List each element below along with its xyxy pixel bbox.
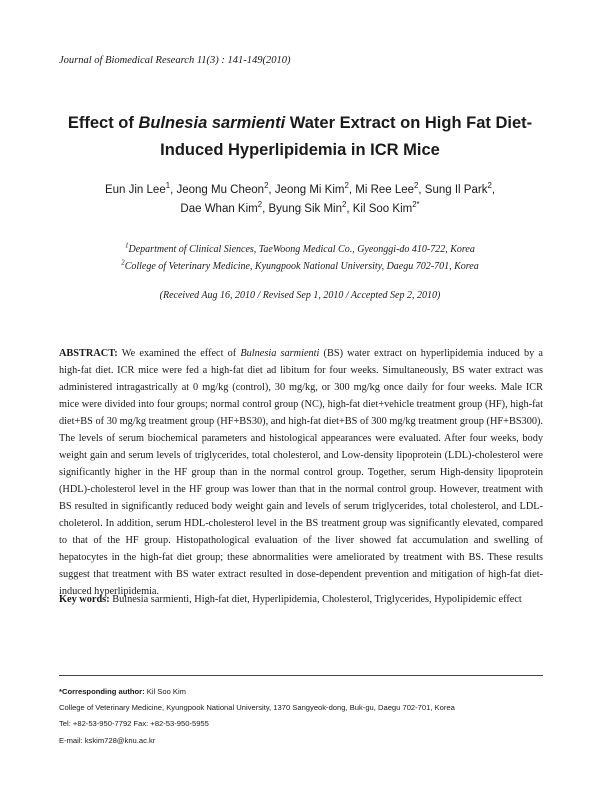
abstract-body: (BS) water extract on hyperlipidemia induced by a high-fat diet. ICR mice were fed a high-fat diet ad libitum for four weeks. Simultaneously, BS water extract was administered intragastrically at 0 mg/kg (control), 30 mg/kg, or 300 mg/kg once daily for four weeks. Male ICR mice were divided into four groups; normal control group (NC), high-fat diet+vehicle treatment group (HF), high-fat diet+BS of 30 mg/kg treatment group (HF+BS30), and high-fat diet+BS of 300 mg/kg treatment group (HF+BS300). The levels of serum biochemical parameters and histological appearances were evaluated. After four weeks, body weight gain and serum levels of triglycerides, total cholesterol, and Low-density lipoprotein (LDL)-cholesterol were significantly higher in the HF group than in the normal control group. Together, serum High-density lipoprotein (HDL)-cholesterol level in the HF group was lower than that in the normal control group. However, treatment with BS resulted in significantly reduced body weight gain and levels of serum triglycerides, total cholesterol, and LDL-choleterol. In addition, serum HDL-cholesterol level in the BS treatment group was significantly elevated, compared to that of the HF group. Histopathological evaluation of the liver showed fat accumulation and swelling of hepatocytes in the high-fat diet group; these abnormalities were ameliorated by treatment with BS. These results suggest that treatment with BS water extract resulted in dose-dependent prevention and mitigation of high-fat diet-induced hyperlipidemia.: [59, 348, 543, 597]
received-dates: (Received Aug 16, 2010 / Revised Sep 1, 2010 / Accepted Sep 2, 2010): [159, 290, 441, 301]
affiliations: [40, 241, 560, 275]
title-line-1: [40, 110, 560, 137]
author: Jeong Mi Kim$^2$: [274, 181, 349, 196]
keywords-label: Key words:: [59, 594, 110, 605]
corresponding-author: *Corresponding author: Kil Soo Kim: [59, 687, 186, 696]
author: Byung Sik Min$^2$: [268, 200, 347, 215]
author: Eun Jin Lee$^1$: [104, 181, 171, 196]
abstract-species: Bulnesia sarmienti: [240, 348, 320, 359]
author-email: E-mail: kskim728@knu.ac.kr: [59, 735, 156, 745]
author: Dae Whan Kim$^2$: [180, 200, 263, 215]
title-prefix: Effect of: [67, 114, 139, 132]
keywords: [59, 594, 543, 605]
author-line-1: Eun Jin Lee$^1$, Jeong Mu Cheon$^2$, Jeong Mi Kim$^2$, Mi Ree Lee$^2$, Sung Il Park$^2$,: [104, 181, 496, 196]
footnote: [59, 684, 455, 749]
title-rest: Water Extract on High Fat Diet-: [285, 114, 533, 132]
abstract: ABSTRACT: We examined the effect of Bulnesia sarmienti (BS) water extract on hyperlipidemia induced by a high-fat diet. ICR mice were fed a high-fat diet ad libitum for four weeks. Simultaneously, BS water extract was administered intragastrically at 0 mg/kg (control), 30 mg/kg, or 300 mg/kg once daily for four weeks. Male ICR mice were divided into four groups; normal control group (NC), high-fat diet+vehicle treatment group (HF), high-fat diet+BS of 30 mg/kg treatment group (HF+BS30), and high-fat diet+BS of 300 mg/kg treatment group (HF+BS300). The levels of serum biochemical parameters and histological appearances were evaluated. After four weeks, body weight gain and serum levels of triglycerides, total cholesterol, and Low-density lipoprotein (LDL)-cholesterol were significantly higher in the HF group than in the normal control group. Together, serum High-density lipoprotein (HDL)-cholesterol level in the HF group was lower than that in the normal control group. However, treatment with BS resulted in significantly reduced body weight gain and levels of serum triglycerides, total cholesterol, and LDL-choleterol. In addition, serum HDL-cholesterol level in the BS treatment group was significantly elevated, compared to that of the HF group. Histopathological evaluation of the liver showed fat accumulation and swelling of hepatocytes in the high-fat diet group; these abnormalities were ameliorated by treatment with BS. These results suggest that treatment with BS water extract resulted in dose-dependent prevention and mitigation of high-fat diet-induced hyperlipidemia.: [59, 348, 543, 597]
abstract-label: ABSTRACT:: [59, 348, 118, 359]
author: Kil Soo Kim$^{2*}$: [352, 200, 420, 215]
author-address: College of Veterinary Medicine, Kyungpook National University, 1370 Sangyeok-dong, Buk-gu, Daegu 702-701, Korea: [59, 703, 455, 713]
title-species: Bulnesia sarmienti: [138, 114, 286, 132]
journal-citation: Journal of Biomedical Research 11(3) : 141-149(2010): [59, 55, 291, 66]
author: Sung Il Park$^2$: [424, 181, 492, 196]
author-phone: Tel: +82-53-950-7792 Fax: +82-53-950-5955: [59, 719, 209, 729]
author-list: [40, 181, 560, 219]
author-line-2: Dae Whan Kim$^2$, Byung Sik Min$^2$, Kil Soo Kim$^{2*}$: [180, 200, 420, 215]
title-line-2: Induced Hyperlipidemia in ICR Mice: [160, 141, 440, 159]
keywords-text: Bulnesia sarmienti, High-fat diet, Hyperlipidemia, Cholesterol, Triglycerides, Hypolipidemic effect: [109, 594, 522, 605]
affiliation: $^2$College of Veterinary Medicine, Kyungpook National University, Daegu 702-701, Korea: [121, 259, 479, 272]
footnote-divider: [59, 675, 543, 676]
article-title: [40, 110, 560, 164]
affiliation: $^1$Department of Clinical Siences, TaeWoong Medical Co., Gyeonggi-do 410-722, Korea: [125, 242, 475, 255]
author: Jeong Mu Cheon$^2$: [176, 181, 269, 196]
author: Mi Ree Lee$^2$: [355, 181, 419, 196]
